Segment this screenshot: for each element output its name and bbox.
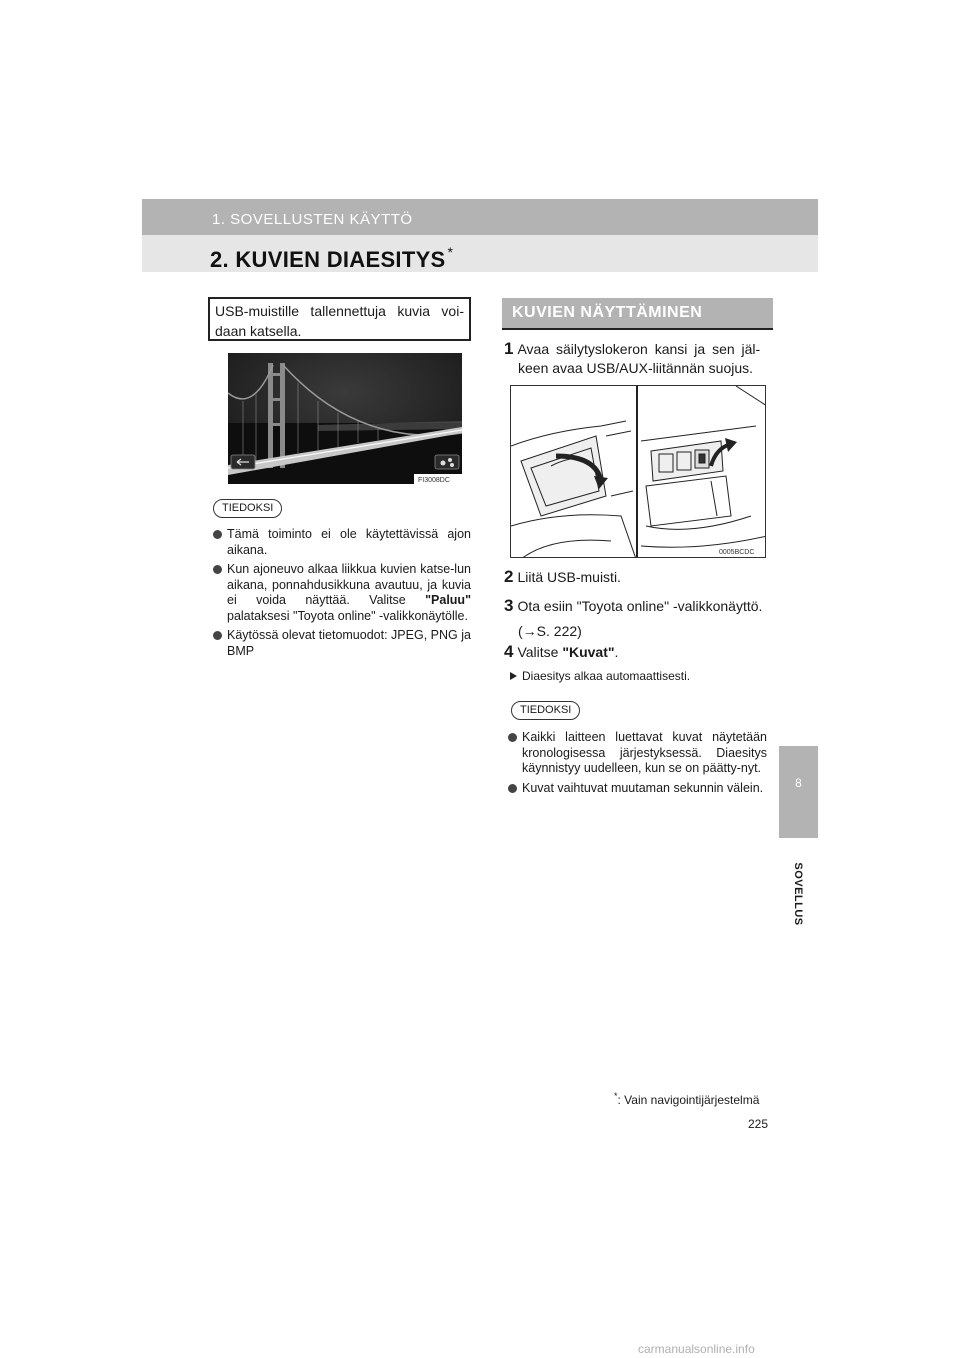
step-note: Diaesitys alkaa automaattisesti.	[510, 669, 690, 683]
bullet-icon	[213, 631, 222, 640]
paluu-label: "Paluu"	[425, 593, 471, 607]
page-number: 225	[748, 1117, 769, 1131]
step-number: 2	[504, 567, 514, 586]
list-item: Kun ajoneuvo alkaa liikkua kuvien katse-lun aikana, ponnahdusikkuna avautuu, ja kuvia ei voida näyttää. Valitse "Paluu" palataksesi "Toyota online" -valikkonäytölle.	[213, 562, 471, 624]
list-item: Kuvat vaihtuvat muutaman sekunnin välein.	[508, 781, 767, 797]
section-header-band	[142, 199, 818, 235]
section-title: 1. SOVELLUSTEN KÄYTTÖ	[212, 211, 413, 228]
step-2: 2 Liitä USB-muisti.	[504, 567, 621, 586]
step-3: 3 Ota esiin "Toyota online" -valikkonäyttö. (→S. 222)	[504, 596, 763, 639]
diagram-code: 0005BCDC	[719, 549, 755, 556]
info-tag-right: TIEDOKSI	[511, 701, 580, 720]
usb-port-diagram	[510, 385, 766, 558]
step-number: 1	[504, 339, 514, 358]
list-item: Käytössä olevat tietomuodot: JPEG, PNG ja BMP	[213, 628, 471, 659]
step-4: 4 Valitse "Kuvat".	[504, 642, 619, 661]
subsection-title: KUVIEN NÄYTTÄMINEN	[512, 304, 703, 321]
step-number: 4	[504, 642, 514, 661]
title-asterisk: *	[447, 244, 454, 260]
info-tag-left: TIEDOKSI	[213, 499, 282, 518]
info-list-left	[213, 527, 471, 663]
page-title	[210, 244, 453, 273]
page-title-text: 2. KUVIEN DIAESITYS	[210, 247, 446, 272]
chapter-label-text: SOVELLUS	[792, 862, 804, 926]
photo-code: FI3008DC	[418, 477, 450, 484]
page-title-band	[142, 235, 818, 272]
kuvat-label: "Kuvat"	[562, 644, 615, 660]
triangle-bullet-icon	[510, 672, 517, 680]
chapter-label	[790, 846, 806, 946]
bridge-photo	[228, 353, 462, 484]
bullet-icon	[508, 784, 517, 793]
bullet-icon	[213, 565, 222, 574]
chapter-tab	[779, 746, 818, 838]
subsection-header	[502, 298, 773, 330]
footnote: *: Vain navigointijärjestelmä	[614, 1091, 760, 1107]
intro-box: USB-muistille tallennettuja kuvia voi-daan katsella.	[208, 297, 471, 341]
info-list-right	[508, 730, 767, 800]
watermark-text: carmanualsonline.info	[638, 1342, 755, 1356]
list-item: Tämä toiminto ei ole käytettävissä ajon aikana.	[213, 527, 471, 558]
bullet-icon	[508, 733, 517, 742]
bullet-icon	[213, 530, 222, 539]
list-item: Kaikki laitteen luettavat kuvat näytetään kronologisessa järjestyksessä. Diaesitys käynnistyy uudelleen, kun se on päätty-nyt.	[508, 730, 767, 777]
chapter-number: 8	[795, 776, 802, 790]
step-number: 3	[504, 596, 514, 615]
console-illustration	[511, 386, 766, 558]
step-1: 1 Avaa säilytyslokeron kansi ja sen jäl- keen avaa USB/AUX-liitännän suojus.	[504, 339, 761, 376]
slideshow-screen-image	[228, 353, 462, 484]
footnote-asterisk: *	[614, 1091, 618, 1101]
